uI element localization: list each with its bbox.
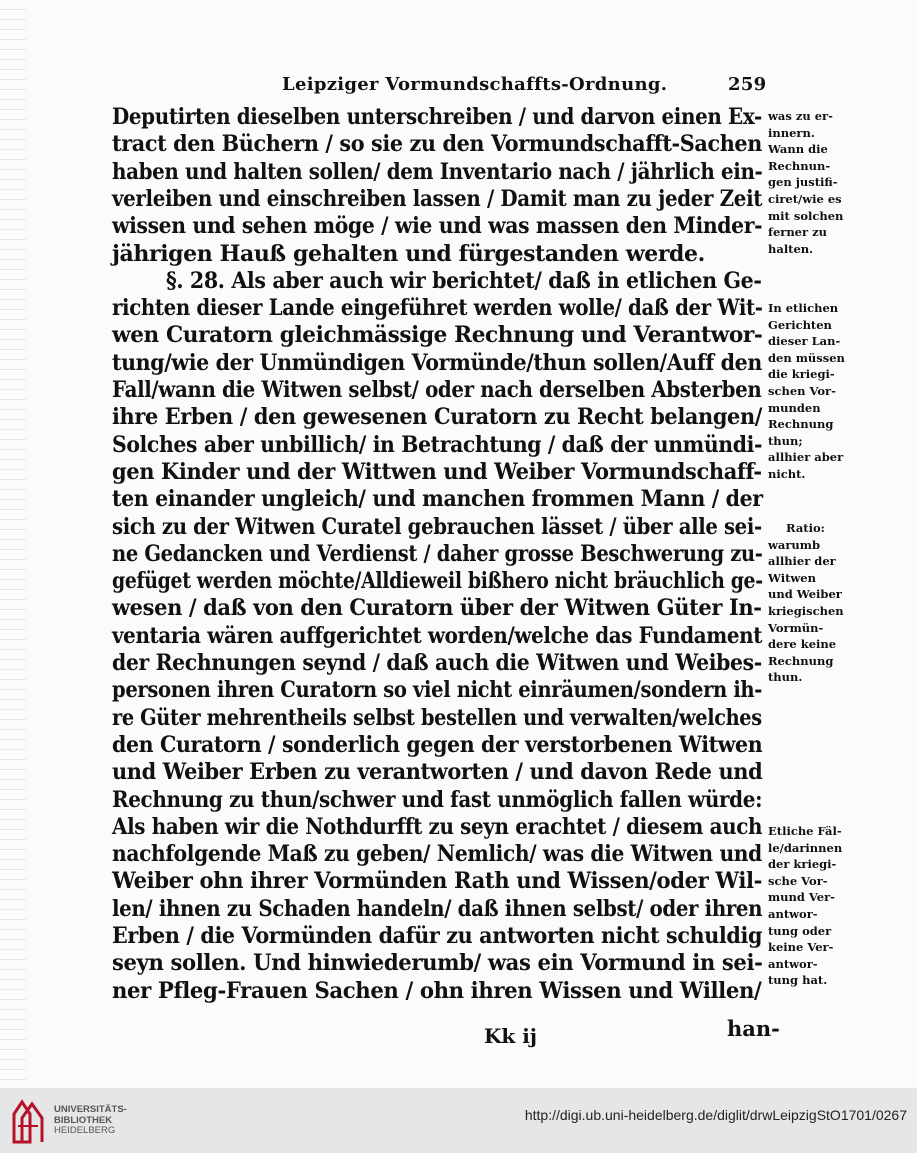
margin-note-line: gen justifi- — [768, 175, 838, 190]
margin-note-line: allhier aber — [768, 450, 844, 465]
margin-note-line: antwor- — [768, 956, 818, 971]
text-line: und Weiber Erben zu verantworten / und davon Rede und — [112, 759, 763, 786]
margin-note-line: den müssen — [768, 350, 845, 365]
text-line: ihre Erben / den gewesenen Curatorn zu Recht belangen/ — [112, 404, 763, 431]
margin-note-line: sche Vor- — [768, 873, 828, 888]
margin-note-line: thun. — [768, 670, 803, 685]
library-name-line3: HEIDELBERG — [54, 1125, 116, 1136]
text-line: wissen und sehen möge / wie und was massen den Minder- — [112, 213, 763, 240]
text-line: wesen / daß von den Curatorn über der Witwen Güter In- — [112, 595, 762, 622]
margin-note-line: Ratio: — [786, 521, 825, 535]
library-logo-icon — [12, 1096, 48, 1144]
text-line: personen ihren Curatorn so viel nicht einräumen/sondern ih- — [112, 677, 763, 704]
text-line: den Curatorn / sonderlich gegen der verstorbenen Witwen — [112, 731, 763, 758]
text-line: ventaria wären auffgerichtet worden/welche das Fundament — [112, 622, 763, 649]
margin-note-line: die kriegi- — [768, 367, 835, 382]
margin-note-line: Wann die — [768, 142, 828, 157]
margin-note-line: mund Ver- — [768, 890, 835, 905]
text-line: nachfolgende Maß zu geben/ Nemlich/ was die Witwen und — [112, 841, 762, 868]
margin-note-line: nicht. — [768, 467, 806, 481]
permalink-url[interactable]: http://digi.ub.uni-heidelberg.de/diglit/drwLeipzigStO1701/0267 — [524, 1107, 907, 1123]
text-line: Fall/wann die Witwen selbst/ oder nach derselben Absterben — [112, 377, 762, 403]
page-gutter-edge — [0, 0, 26, 1088]
printer-signature: Kk ij — [484, 1024, 538, 1048]
text-line: haben und halten sollen/ dem Inventario nach / jährlich ein- — [112, 158, 763, 185]
margin-note-line: was zu er- — [768, 109, 833, 123]
margin-note-line: munden — [768, 400, 821, 415]
margin-note-line: keine Ver- — [768, 940, 834, 955]
margin-note-line: ciret/wie es — [768, 192, 842, 206]
margin-note-line: der kriegi- — [768, 857, 837, 872]
text-line: Als haben wir die Nothdurfft zu seyn erachtet / diesem auch — [112, 813, 763, 840]
text-line: ne Gedancken und Verdienst / daher grosse Beschwerung zu- — [112, 540, 763, 567]
main-text-column — [112, 104, 772, 1034]
text-line: richten dieser Lande eingeführet werden wolle/ daß der Wit- — [112, 295, 763, 322]
margin-note-line: tung hat. — [768, 973, 828, 988]
margin-note-line: Vormün- — [768, 620, 824, 635]
margin-note-line: tung oder — [768, 923, 832, 938]
text-line: tung/wie der Unmündigen Vormünde/thun sollen/Auff den — [112, 349, 762, 376]
running-header — [282, 74, 782, 100]
margin-note-line: dieser Lan- — [768, 334, 841, 349]
library-name-line2: BIBLIOTHEK — [54, 1114, 113, 1126]
margin-note-line: allhier der — [768, 554, 836, 569]
text-line: re Güter mehrentheils selbst bestellen und verwalten/welches — [112, 704, 762, 731]
marginal-notes-column — [768, 108, 913, 1038]
margin-note-line: Rechnung — [768, 417, 834, 432]
text-line: der Rechnungen seynd / daß auch die Witwen und Weibes- — [112, 650, 762, 676]
margin-note-line: und Weiber — [768, 587, 842, 602]
text-line: Rechnung zu thun/schwer und fast unmöglich fallen würde: — [112, 786, 763, 813]
text-line: gen Kinder und der Wittwen und Weiber Vormundschaff- — [112, 458, 762, 485]
library-footer — [0, 1088, 917, 1153]
text-line: ten einander ungleich/ und manchen frommen Mann / der — [112, 486, 763, 513]
margin-note-line: Rechnun- — [768, 158, 831, 173]
text-line: len/ ihnen zu Schaden handeln/ daß ihnen selbst/ oder ihren — [112, 895, 763, 922]
text-line: Weiber ohn ihrer Vormünden Rath und Wissen/oder Wil- — [112, 868, 762, 895]
text-line: jährigen Hauß gehalten und fürgestanden werde. — [112, 240, 705, 267]
margin-note-line: Etliche Fäl- — [768, 824, 842, 838]
text-line: gefüget werden möchte/Alldieweil bißhero nicht bräuchlich ge- — [112, 568, 763, 595]
margin-note-line: halten. — [768, 241, 814, 256]
text-line: Deputirten dieselben unterschreiben / und darvon einen Ex- — [112, 104, 762, 130]
text-line: seyn sollen. Und hinwiederumb/ was ein Vormund in sei- — [112, 950, 763, 977]
catchword: han- — [727, 1016, 780, 1041]
text-line: Solches aber unbillich/ in Betrachtung / daß der unmündi- — [112, 431, 763, 458]
margin-note-line: innern. — [768, 125, 815, 140]
margin-note-line: mit solchen — [768, 208, 844, 223]
margin-note-line: In etlichen — [768, 301, 839, 315]
margin-note-line: thun; — [768, 433, 803, 448]
page-number: 259 — [728, 74, 767, 95]
margin-note-line: warumb — [768, 537, 820, 552]
library-name-line1: UNIVERSITÄTS- — [54, 1104, 127, 1115]
text-line: tract den Büchern / so sie zu den Vormundschafft-Sachen — [112, 131, 762, 158]
margin-note-line: antwor- — [768, 907, 818, 921]
text-line: Erben / die Vormünden dafür zu antworten nicht schuldig — [112, 923, 763, 949]
margin-note-line: kriegischen — [768, 604, 844, 618]
text-line: verleiben und einschreiben lassen / Damit man zu jeder Zeit — [112, 185, 763, 212]
margin-note-line: Rechnung — [768, 653, 834, 668]
text-line: sich zu der Witwen Curatel gebrauchen lässet / über alle sei- — [112, 513, 762, 540]
margin-note-line: Gerichten — [768, 317, 832, 332]
margin-note-line: dere keine — [768, 637, 837, 652]
library-name — [54, 1105, 127, 1137]
text-line: wen Curatorn gleichmässige Rechnung und Verantwor- — [112, 322, 763, 349]
margin-note-line: Witwen — [768, 570, 816, 585]
text-line: §. 28. Als aber auch wir berichtet/ daß in etlichen Ge- — [166, 267, 762, 294]
running-head-title: Leipziger Vormundschaffts-Ordnung. — [282, 74, 668, 95]
margin-note-line: schen Vor- — [768, 384, 836, 398]
margin-note-line: ferner zu — [768, 225, 827, 240]
margin-note-line: le/darinnen — [768, 840, 843, 855]
text-line: ner Pfleg-Frauen Sachen / ohn ihren Wissen und Willen/ — [112, 977, 762, 1004]
